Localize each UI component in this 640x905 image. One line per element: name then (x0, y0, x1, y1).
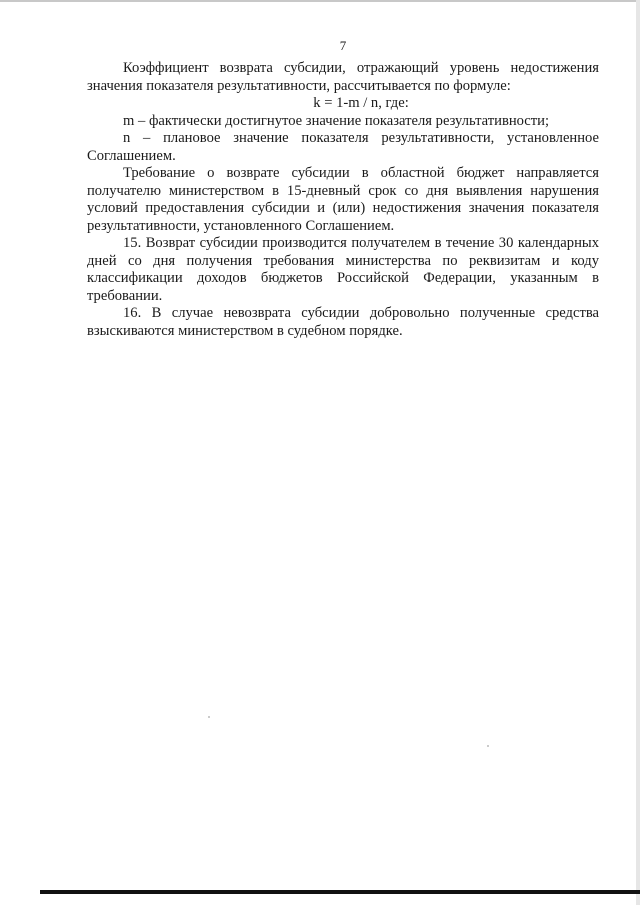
scan-top-edge (0, 0, 640, 2)
scan-speck (487, 745, 489, 747)
document-body (87, 60, 599, 340)
scan-bottom-edge (40, 890, 640, 894)
item-16-paragraph: 16. В случае невозврата субсидии добровольно полученные средства взыскиваются министерством в судебном порядке. (87, 305, 599, 339)
formula-line: k = 1-m / n, где: (313, 95, 409, 111)
coefficient-paragraph: Коэффициент возврата субсидии, отражающий уровень недостижения значения показателя результативности, рассчитывается по формуле: (87, 60, 599, 94)
page-number: 7 (339, 38, 347, 53)
requirement-paragraph: Требование о возврате субсидии в областной бюджет направляется получателю министерством в 15-дневный срок со дня выявления нарушения условий предоставления субсидии и (или) недостижения значения показателя результативности, установленного Соглашением. (87, 165, 599, 234)
scan-speck (208, 716, 210, 718)
item-15-paragraph: 15. Возврат субсидии производится получателем в течение 30 календарных дней со дня получения требования министерства по реквизитам и коду классификации доходов бюджетов Российской Федерации, указанным в требовании. (87, 235, 599, 304)
n-definition: n – плановое значение показателя результативности, установленное Соглашением. (87, 130, 599, 164)
m-definition: m – фактически достигнутое значение показателя результативности; (123, 112, 550, 129)
scan-right-edge (636, 0, 640, 905)
